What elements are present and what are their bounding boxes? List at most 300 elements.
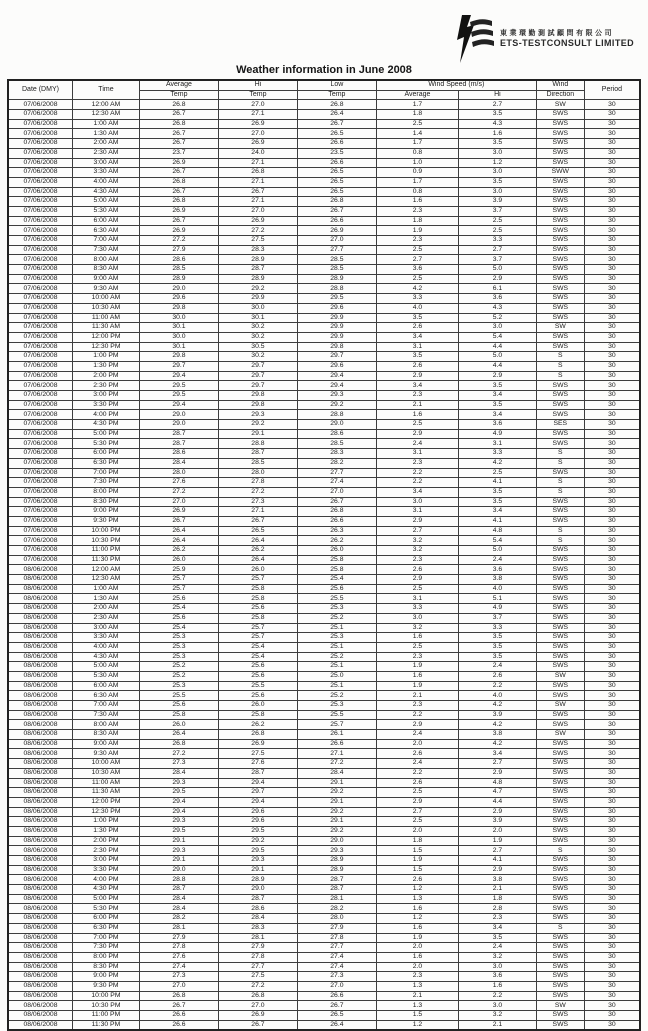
cell-wind-direction: SWS <box>536 962 584 972</box>
table-row <box>8 197 640 207</box>
cell-wind-avg: 2.9 <box>376 575 458 585</box>
cell-avg-temp: 29.5 <box>139 826 218 836</box>
cell-time: 9:00 PM <box>72 507 139 517</box>
cell-wind-hi: 3.9 <box>459 710 537 720</box>
cell-low-temp: 26.7 <box>297 119 376 129</box>
table-row <box>8 768 640 778</box>
header-low-temp-sub: Temp <box>297 90 376 100</box>
table-row <box>8 710 640 720</box>
table-row <box>8 991 640 1001</box>
table-row <box>8 478 640 488</box>
cell-time: 3:30 PM <box>72 865 139 875</box>
table-row <box>8 865 640 875</box>
table-row <box>8 565 640 575</box>
cell-wind-avg: 1.6 <box>376 923 458 933</box>
cell-wind-direction: SWS <box>536 158 584 168</box>
cell-wind-hi: 3.0 <box>459 187 537 197</box>
cell-wind-hi: 5.1 <box>459 594 537 604</box>
cell-low-temp: 26.4 <box>297 1020 376 1030</box>
cell-wind-hi: 2.1 <box>459 1020 537 1030</box>
cell-period: 30 <box>584 555 640 565</box>
cell-low-temp: 29.2 <box>297 807 376 817</box>
cell-wind-avg: 2.6 <box>376 778 458 788</box>
cell-wind-avg: 2.0 <box>376 739 458 749</box>
cell-date: 08/06/2008 <box>8 826 72 836</box>
cell-wind-hi: 3.4 <box>459 507 537 517</box>
cell-hi-temp: 29.4 <box>218 778 297 788</box>
cell-period: 30 <box>584 429 640 439</box>
cell-hi-temp: 28.1 <box>218 933 297 943</box>
cell-date: 08/06/2008 <box>8 633 72 643</box>
cell-avg-temp: 30.1 <box>139 323 218 333</box>
cell-low-temp: 26.8 <box>297 197 376 207</box>
cell-avg-temp: 28.7 <box>139 885 218 895</box>
cell-wind-hi: 2.9 <box>459 768 537 778</box>
table-row <box>8 206 640 216</box>
table-row <box>8 914 640 924</box>
cell-wind-direction: SWS <box>536 652 584 662</box>
cell-avg-temp: 28.4 <box>139 904 218 914</box>
cell-wind-direction: SWS <box>536 206 584 216</box>
cell-period: 30 <box>584 565 640 575</box>
cell-date: 08/06/2008 <box>8 642 72 652</box>
cell-low-temp: 29.9 <box>297 332 376 342</box>
cell-hi-temp: 25.8 <box>218 710 297 720</box>
cell-date: 07/06/2008 <box>8 439 72 449</box>
cell-wind-direction: SWS <box>536 720 584 730</box>
cell-time: 7:00 AM <box>72 236 139 246</box>
cell-date: 08/06/2008 <box>8 759 72 769</box>
cell-avg-temp: 27.2 <box>139 487 218 497</box>
table-row <box>8 245 640 255</box>
cell-date: 08/06/2008 <box>8 584 72 594</box>
cell-date: 08/06/2008 <box>8 972 72 982</box>
cell-wind-hi: 3.5 <box>459 642 537 652</box>
cell-wind-hi: 3.9 <box>459 197 537 207</box>
cell-time: 2:30 PM <box>72 381 139 391</box>
cell-wind-direction: S <box>536 487 584 497</box>
cell-date: 08/06/2008 <box>8 575 72 585</box>
cell-period: 30 <box>584 623 640 633</box>
cell-low-temp: 27.7 <box>297 943 376 953</box>
cell-hi-temp: 29.9 <box>218 294 297 304</box>
cell-period: 30 <box>584 410 640 420</box>
cell-wind-direction: SWS <box>536 613 584 623</box>
cell-wind-hi: 3.8 <box>459 730 537 740</box>
cell-low-temp: 26.6 <box>297 516 376 526</box>
cell-avg-temp: 25.3 <box>139 652 218 662</box>
cell-hi-temp: 30.1 <box>218 313 297 323</box>
cell-wind-avg: 2.4 <box>376 759 458 769</box>
cell-avg-temp: 29.3 <box>139 846 218 856</box>
cell-hi-temp: 27.1 <box>218 110 297 120</box>
table-row <box>8 797 640 807</box>
cell-time: 8:30 PM <box>72 962 139 972</box>
cell-wind-direction: SWS <box>536 807 584 817</box>
cell-avg-temp: 29.1 <box>139 856 218 866</box>
cell-wind-hi: 3.3 <box>459 236 537 246</box>
cell-time: 1:00 PM <box>72 352 139 362</box>
table-row <box>8 216 640 226</box>
page-title: Weather information in June 2008 <box>236 64 412 76</box>
cell-wind-direction: SWS <box>536 303 584 313</box>
cell-wind-avg: 1.6 <box>376 671 458 681</box>
cell-low-temp: 26.6 <box>297 739 376 749</box>
table-row <box>8 177 640 187</box>
cell-wind-hi: 3.5 <box>459 400 537 410</box>
cell-hi-temp: 29.5 <box>218 826 297 836</box>
cell-wind-hi: 2.9 <box>459 865 537 875</box>
cell-wind-hi: 3.6 <box>459 565 537 575</box>
cell-time: 7:00 PM <box>72 468 139 478</box>
cell-wind-avg: 3.2 <box>376 546 458 556</box>
cell-wind-direction: SWS <box>536 933 584 943</box>
cell-time: 1:30 PM <box>72 826 139 836</box>
cell-avg-temp: 28.4 <box>139 894 218 904</box>
cell-period: 30 <box>584 371 640 381</box>
cell-wind-hi: 1.6 <box>459 129 537 139</box>
cell-hi-temp: 25.6 <box>218 604 297 614</box>
cell-wind-direction: SWS <box>536 943 584 953</box>
cell-date: 08/06/2008 <box>8 1001 72 1011</box>
table-row <box>8 497 640 507</box>
cell-wind-avg: 2.5 <box>376 642 458 652</box>
cell-hi-temp: 26.7 <box>218 1020 297 1030</box>
cell-period: 30 <box>584 797 640 807</box>
cell-date: 08/06/2008 <box>8 671 72 681</box>
cell-hi-temp: 26.0 <box>218 701 297 711</box>
cell-wind-avg: 1.5 <box>376 846 458 856</box>
cell-avg-temp: 25.6 <box>139 701 218 711</box>
cell-period: 30 <box>584 739 640 749</box>
cell-hi-temp: 29.2 <box>218 284 297 294</box>
cell-wind-avg: 2.4 <box>376 439 458 449</box>
cell-avg-temp: 26.0 <box>139 555 218 565</box>
cell-wind-avg: 3.1 <box>376 594 458 604</box>
cell-period: 30 <box>584 691 640 701</box>
cell-period: 30 <box>584 352 640 362</box>
cell-period: 30 <box>584 701 640 711</box>
cell-time: 4:30 AM <box>72 187 139 197</box>
table-row <box>8 255 640 265</box>
cell-date: 07/06/2008 <box>8 352 72 362</box>
cell-wind-hi: 2.9 <box>459 371 537 381</box>
cell-time: 2:00 PM <box>72 371 139 381</box>
cell-hi-temp: 28.9 <box>218 255 297 265</box>
cell-wind-hi: 5.0 <box>459 265 537 275</box>
cell-wind-hi: 4.1 <box>459 516 537 526</box>
table-row <box>8 904 640 914</box>
cell-hi-temp: 29.4 <box>218 797 297 807</box>
cell-wind-avg: 2.5 <box>376 584 458 594</box>
cell-wind-avg: 1.6 <box>376 410 458 420</box>
cell-wind-hi: 3.5 <box>459 381 537 391</box>
cell-period: 30 <box>584 265 640 275</box>
cell-time: 1:00 PM <box>72 817 139 827</box>
cell-wind-avg: 2.6 <box>376 565 458 575</box>
cell-wind-avg: 2.7 <box>376 526 458 536</box>
cell-wind-avg: 1.5 <box>376 1011 458 1021</box>
cell-period: 30 <box>584 817 640 827</box>
cell-low-temp: 28.8 <box>297 284 376 294</box>
cell-low-temp: 26.5 <box>297 187 376 197</box>
cell-date: 07/06/2008 <box>8 110 72 120</box>
cell-avg-temp: 26.8 <box>139 991 218 1001</box>
cell-time: 3:00 AM <box>72 158 139 168</box>
cell-wind-avg: 1.6 <box>376 197 458 207</box>
cell-date: 07/06/2008 <box>8 361 72 371</box>
cell-hi-temp: 25.6 <box>218 662 297 672</box>
cell-hi-temp: 27.5 <box>218 749 297 759</box>
cell-avg-temp: 30.1 <box>139 342 218 352</box>
cell-avg-temp: 25.3 <box>139 681 218 691</box>
cell-period: 30 <box>584 584 640 594</box>
table-row <box>8 110 640 120</box>
weather-table <box>7 79 641 1031</box>
cell-date: 07/06/2008 <box>8 555 72 565</box>
cell-wind-hi: 3.7 <box>459 206 537 216</box>
cell-hi-temp: 26.4 <box>218 555 297 565</box>
table-row <box>8 1001 640 1011</box>
cell-wind-direction: SWW <box>536 168 584 178</box>
cell-period: 30 <box>584 1011 640 1021</box>
cell-wind-hi: 5.4 <box>459 536 537 546</box>
cell-date: 08/06/2008 <box>8 1011 72 1021</box>
cell-avg-temp: 25.4 <box>139 623 218 633</box>
cell-hi-temp: 27.0 <box>218 129 297 139</box>
cell-wind-direction: S <box>536 536 584 546</box>
cell-low-temp: 25.1 <box>297 662 376 672</box>
cell-period: 30 <box>584 400 640 410</box>
cell-low-temp: 29.9 <box>297 313 376 323</box>
cell-wind-avg: 2.3 <box>376 652 458 662</box>
cell-period: 30 <box>584 216 640 226</box>
cell-low-temp: 27.0 <box>297 236 376 246</box>
cell-hi-temp: 25.7 <box>218 623 297 633</box>
table-row <box>8 226 640 236</box>
cell-avg-temp: 27.0 <box>139 497 218 507</box>
cell-wind-direction: SWS <box>536 1011 584 1021</box>
cell-date: 08/06/2008 <box>8 856 72 866</box>
cell-hi-temp: 26.9 <box>218 1011 297 1021</box>
table-row <box>8 759 640 769</box>
header-wind-speed-group: Wind Speed (m/s) <box>376 80 536 90</box>
cell-date: 07/06/2008 <box>8 129 72 139</box>
cell-hi-temp: 26.0 <box>218 565 297 575</box>
cell-wind-hi: 1.2 <box>459 158 537 168</box>
cell-low-temp: 25.1 <box>297 623 376 633</box>
cell-period: 30 <box>584 914 640 924</box>
cell-avg-temp: 26.6 <box>139 1011 218 1021</box>
cell-avg-temp: 29.4 <box>139 371 218 381</box>
cell-wind-hi: 2.7 <box>459 846 537 856</box>
cell-wind-hi: 3.0 <box>459 1001 537 1011</box>
cell-avg-temp: 26.7 <box>139 168 218 178</box>
cell-date: 07/06/2008 <box>8 206 72 216</box>
cell-date: 07/06/2008 <box>8 197 72 207</box>
cell-date: 08/06/2008 <box>8 662 72 672</box>
cell-wind-direction: SWS <box>536 691 584 701</box>
cell-date: 07/06/2008 <box>8 119 72 129</box>
cell-wind-hi: 2.7 <box>459 759 537 769</box>
cell-date: 07/06/2008 <box>8 313 72 323</box>
cell-low-temp: 25.1 <box>297 681 376 691</box>
cell-hi-temp: 25.7 <box>218 633 297 643</box>
company-name-english: ETS-TESTCONSULT LIMITED <box>500 38 635 48</box>
cell-wind-avg: 2.7 <box>376 807 458 817</box>
cell-time: 11:00 PM <box>72 546 139 556</box>
cell-time: 5:00 AM <box>72 662 139 672</box>
cell-hi-temp: 25.6 <box>218 691 297 701</box>
cell-period: 30 <box>584 720 640 730</box>
cell-time: 9:00 PM <box>72 972 139 982</box>
cell-time: 11:30 AM <box>72 323 139 333</box>
cell-wind-avg: 2.1 <box>376 991 458 1001</box>
cell-time: 10:30 PM <box>72 536 139 546</box>
cell-time: 7:00 AM <box>72 701 139 711</box>
cell-avg-temp: 29.3 <box>139 778 218 788</box>
cell-wind-avg: 2.6 <box>376 749 458 759</box>
cell-hi-temp: 27.0 <box>218 206 297 216</box>
cell-wind-avg: 1.4 <box>376 129 458 139</box>
cell-period: 30 <box>584 642 640 652</box>
table-row <box>8 555 640 565</box>
cell-time: 11:30 AM <box>72 788 139 798</box>
cell-hi-temp: 25.5 <box>218 681 297 691</box>
cell-hi-temp: 29.0 <box>218 885 297 895</box>
table-row <box>8 507 640 517</box>
cell-wind-hi: 3.9 <box>459 817 537 827</box>
cell-date: 07/06/2008 <box>8 468 72 478</box>
cell-hi-temp: 29.1 <box>218 429 297 439</box>
cell-hi-temp: 29.3 <box>218 856 297 866</box>
cell-low-temp: 29.2 <box>297 788 376 798</box>
cell-date: 08/06/2008 <box>8 604 72 614</box>
cell-avg-temp: 28.1 <box>139 923 218 933</box>
cell-low-temp: 26.6 <box>297 216 376 226</box>
cell-hi-temp: 27.1 <box>218 158 297 168</box>
table-row <box>8 826 640 836</box>
cell-low-temp: 29.3 <box>297 391 376 401</box>
cell-date: 07/06/2008 <box>8 284 72 294</box>
cell-period: 30 <box>584 856 640 866</box>
cell-avg-temp: 27.2 <box>139 236 218 246</box>
cell-time: 8:00 AM <box>72 720 139 730</box>
cell-period: 30 <box>584 981 640 991</box>
cell-hi-temp: 29.7 <box>218 788 297 798</box>
cell-wind-direction: SWS <box>536 313 584 323</box>
cell-wind-avg: 2.5 <box>376 119 458 129</box>
cell-wind-hi: 4.2 <box>459 720 537 730</box>
cell-hi-temp: 25.6 <box>218 671 297 681</box>
table-row <box>8 332 640 342</box>
cell-date: 08/06/2008 <box>8 749 72 759</box>
cell-wind-avg: 1.9 <box>376 933 458 943</box>
table-row <box>8 100 640 110</box>
cell-wind-hi: 3.5 <box>459 139 537 149</box>
table-row <box>8 885 640 895</box>
table-row <box>8 1011 640 1021</box>
cell-low-temp: 29.6 <box>297 361 376 371</box>
cell-date: 07/06/2008 <box>8 400 72 410</box>
cell-period: 30 <box>584 652 640 662</box>
cell-low-temp: 25.2 <box>297 652 376 662</box>
cell-time: 8:00 PM <box>72 487 139 497</box>
cell-date: 07/06/2008 <box>8 139 72 149</box>
cell-hi-temp: 28.7 <box>218 768 297 778</box>
cell-wind-direction: SWS <box>536 110 584 120</box>
cell-date: 07/06/2008 <box>8 449 72 459</box>
cell-wind-hi: 2.2 <box>459 991 537 1001</box>
cell-wind-hi: 4.3 <box>459 119 537 129</box>
cell-wind-avg: 3.2 <box>376 623 458 633</box>
cell-hi-temp: 26.5 <box>218 526 297 536</box>
cell-wind-avg: 2.5 <box>376 788 458 798</box>
cell-avg-temp: 26.8 <box>139 100 218 110</box>
cell-wind-direction: SWS <box>536 885 584 895</box>
cell-date: 07/06/2008 <box>8 516 72 526</box>
cell-low-temp: 26.7 <box>297 1001 376 1011</box>
cell-avg-temp: 26.8 <box>139 739 218 749</box>
cell-date: 08/06/2008 <box>8 778 72 788</box>
cell-wind-direction: SWS <box>536 710 584 720</box>
cell-date: 07/06/2008 <box>8 546 72 556</box>
cell-period: 30 <box>584 710 640 720</box>
cell-period: 30 <box>584 730 640 740</box>
cell-wind-hi: 1.9 <box>459 836 537 846</box>
cell-period: 30 <box>584 197 640 207</box>
cell-low-temp: 29.1 <box>297 778 376 788</box>
cell-period: 30 <box>584 594 640 604</box>
cell-hi-temp: 29.3 <box>218 410 297 420</box>
cell-wind-direction: SWS <box>536 972 584 982</box>
cell-avg-temp: 26.2 <box>139 546 218 556</box>
table-row <box>8 856 640 866</box>
cell-avg-temp: 29.7 <box>139 361 218 371</box>
cell-low-temp: 28.6 <box>297 429 376 439</box>
cell-avg-temp: 29.3 <box>139 817 218 827</box>
cell-date: 08/06/2008 <box>8 952 72 962</box>
cell-time: 4:00 AM <box>72 177 139 187</box>
cell-period: 30 <box>584 245 640 255</box>
cell-low-temp: 26.6 <box>297 158 376 168</box>
cell-period: 30 <box>584 255 640 265</box>
cell-time: 11:00 AM <box>72 313 139 323</box>
cell-avg-temp: 26.7 <box>139 516 218 526</box>
cell-period: 30 <box>584 671 640 681</box>
cell-wind-hi: 3.0 <box>459 148 537 158</box>
cell-wind-direction: SWS <box>536 391 584 401</box>
cell-wind-direction: SWS <box>536 575 584 585</box>
cell-avg-temp: 25.4 <box>139 604 218 614</box>
cell-time: 12:30 PM <box>72 807 139 817</box>
table-row <box>8 584 640 594</box>
cell-wind-hi: 2.5 <box>459 216 537 226</box>
cell-date: 08/06/2008 <box>8 817 72 827</box>
cell-wind-direction: S <box>536 846 584 856</box>
cell-period: 30 <box>584 478 640 488</box>
cell-avg-temp: 26.7 <box>139 139 218 149</box>
cell-avg-temp: 29.4 <box>139 807 218 817</box>
cell-low-temp: 27.4 <box>297 962 376 972</box>
cell-avg-temp: 28.2 <box>139 914 218 924</box>
cell-date: 08/06/2008 <box>8 730 72 740</box>
cell-hi-temp: 27.7 <box>218 962 297 972</box>
cell-date: 08/06/2008 <box>8 623 72 633</box>
cell-low-temp: 26.1 <box>297 730 376 740</box>
cell-avg-temp: 28.9 <box>139 274 218 284</box>
cell-avg-temp: 25.6 <box>139 594 218 604</box>
